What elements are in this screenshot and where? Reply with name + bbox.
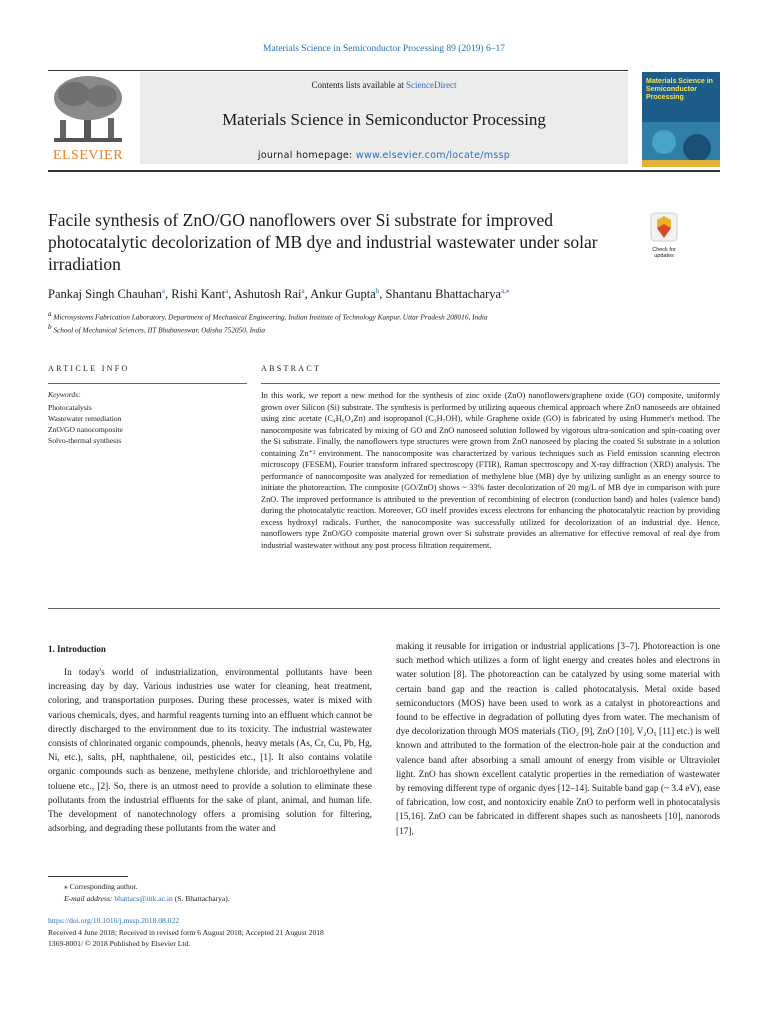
author-list: Pankaj Singh Chauhan$^a$, Rishi Kant$^a$, Ashutosh Rai$^a$, Ankur Gupta$^b$, Shantanu Bhattacharya$^{a,⁎}$ (48, 287, 510, 302)
author-affiliation-mark[interactable]: a (225, 287, 229, 295)
corresponding-author-note: ⁎ Corresponding author. (64, 882, 138, 891)
abstract-heading: ABSTRACT (261, 364, 322, 373)
author-affiliation-mark[interactable]: a (301, 287, 305, 295)
author-name[interactable]: Rishi Kant (171, 287, 226, 302)
article-info-heading: ARTICLE INFO (48, 364, 130, 373)
body-column-right: making it reusable for irrigation or industrial applications [3–7]. Photoreaction is one such method which utilizes a form of light energy and creates holes and electrons in water solution [8]. The photoreaction can be catalyzed by using some material with certain band gap and the reaction is called photocatalysis. Metal oxide based semiconductors (MOS) have been used to work as a catalyst in photoreactions and found to be effective in degradation of polluting dyes from water. The mechanism of dye decolorization through MOS materials (TiO₂ [9], ZnO [10], V₂O₅ [11] etc.) is well known and attributed to the formation of the electron-hole pair at the conduction and valence band after absorbing a small amount of energy from visible or Ultraviolet light. ZnO has shown excellent catalytic properties in the remediation of wastewater by removing different type of organic dyes [12–14]. Suitable band gap (~ 3.4 eV), ease of fabrication, low cost, and nontoxicity enable ZnO to perform well in photocatalysis [15,16]. ZnO can be fabricated in different shapes such as nanosheets [10], nanorods [17], (396, 642, 720, 837)
body-column-left: In today's world of industrialization, environmental pollutants have been increasing day by day. Various industries use water for cleaning, heat treatment, coloring, and transportation purposes. During these processes, water is mixed with various chemicals, dyes, and harmful reagents turning into an effluent which cannot be directly discharged to the environment due to its toxicity. The industrial wastewater consists of chlorinated organic compounds, phenols, heavy metals (As, Cr, Cu, Pb, Hg, Ni, etc.), salts, pH, naphthalene, oil, pesticides etc., [1]. It also contains volatile organic compounds such as benzene, methylene chloride, and trichloroethylene and toluene etc., [2]. So, there is an utmost need to provide a solution to eliminate these pollutants from the industrial effluents for the sake of plant, animal, and human life. The development of nanotechnology offers a promising solution for filtering, adsorbing, and degrading these pollutants from the water and (48, 668, 372, 835)
author-email-link[interactable]: bhattacs@iitk.ac.in (114, 893, 173, 903)
banner-bottom-rule (48, 170, 720, 172)
journal-cover-image (642, 72, 720, 167)
footnote-rule (48, 876, 128, 877)
abstract-bottom-rule (48, 608, 720, 609)
copyright-line: 1369-8001/ © 2018 Published by Elsevier Ltd. (48, 939, 191, 948)
keyword-item: ZnO/GO nanocomposite (48, 425, 123, 434)
author-affiliation-mark[interactable]: a,⁎ (501, 287, 510, 295)
elsevier-wordmark: ELSEVIER (52, 148, 124, 163)
journal-title: Materials Science in Semiconductor Processing (222, 110, 546, 129)
author-name[interactable]: Shantanu Bhattacharya (385, 287, 502, 302)
received-dates: Received 4 June 2018; Received in revised form 6 August 2018; Accepted 21 August 2018 (48, 927, 324, 937)
introduction-heading: 1. Introduction (48, 644, 106, 654)
corresponding-author-footnote (48, 881, 388, 904)
article-info-rule (48, 383, 247, 384)
affiliations (48, 309, 688, 336)
keyword-list (48, 402, 247, 446)
affiliation-item: $^b$ School of Mechanical Sciences, IIT Bhubaneswar, Odisha 752050, India (48, 323, 265, 335)
keyword-item: Solvo-thermal synthesis (48, 436, 122, 445)
affiliation-item: $^a$ Microsystems Fabrication Laboratory, Department of Mechanical Engineering, Indian Institute of Technology Kanpur, Uttar Pradesh 208016, India (48, 310, 488, 322)
top-rule (48, 70, 628, 71)
abstract-text: In this work, we report a new method for the synthesis of zinc oxide (ZnO) nanoflowers/graphene oxide (GO) composite, uniformly grown over Silicon (Si) substrate. The synthesis is performed by utilizing aqueous chemical approach where ZnO nanoseeds are obtained using zinc acetate (C₄H₆O₄Zn) and isopropanol (C₃H₇OH), while Graphene oxide (GO) is fabricated by using Hummer's method. The nanocomposite was fabricated by mixing of GO and ZnO nanoseed solution followed by vigorous ultra-sonication and spin-coating over the Si substrate. Finally, the nanoflowers type structures were grown from ZnO nanoseed by placing the coated Si substrate in a solution containing Zn⁺² environment. The nanocomposite was characterized by various techniques such as Field emission scanning electron microscopy (FESEM), Fourier transform infrared spectroscopy (FTIR), Raman spectroscopy and X-ray diffraction (XRD) analysis. The performance of nanocomposite was analyzed for remediation of methylene blue (MB) dye by utilizing sunlight as an energy source to initiate the photoreaction. The composite (GO/ZnO) shows ~ 33% faster decolorization of 20 mg/L of MB dye in comparison with pure ZnO. The improved performance is attributed to the prevention of recombining of electron (conduction band) and holes (valence band) during the photocatalytic reaction. Moreover, GO itself provides excess electrons for enhancing the photocatalytic reaction by providing excess hydroxyl radicals. Further, the nanocomposite was successfully utilized for decolorization of an industrial dye. Hence, nanoflowers type ZnO/GO composite material grown over Si substrate provides an alternative for effective removal of real dye from industrial wastewater without any post process filtration requirement. (261, 391, 720, 550)
author-affiliation-mark[interactable]: b (375, 287, 380, 295)
author-name[interactable]: Ankur Gupta (310, 287, 376, 302)
publication-info (48, 915, 548, 950)
keyword-item: Wastewater remediation (48, 414, 122, 423)
journal-reference-link[interactable]: Materials Science in Semiconductor Processing 89 (2019) 6–17 (263, 44, 505, 54)
author-name[interactable]: Pankaj Singh Chauhan (48, 287, 162, 302)
sciencedirect-link[interactable]: ScienceDirect (406, 80, 457, 90)
paper-title: Facile synthesis of ZnO/GO nanoflowers over Si substrate for improved photocatalytic decolorization of MB dye and industrial wastewater under solar irradiation (48, 210, 598, 274)
keyword-item: Photocatalysis (48, 403, 92, 412)
homepage-line: journal homepage: www.elsevier.com/locate/mssp (257, 150, 511, 161)
crossmark-label-1: Check for (652, 247, 676, 253)
email-line: E-mail address: bhattacs@iitk.ac.in (S. Bhattacharya). (64, 893, 230, 903)
check-for-updates-badge[interactable] (648, 212, 680, 260)
author-affiliation-mark[interactable]: a (161, 287, 165, 295)
abstract-rule (261, 383, 720, 384)
cover-title: Materials Science in Semiconductor Processing (646, 78, 713, 101)
author-name[interactable]: Ashutosh Rai (233, 287, 302, 302)
contents-line: Contents lists available at ScienceDirect (311, 80, 457, 90)
doi-link[interactable]: https://doi.org/10.1016/j.mssp.2018.08.022 (48, 916, 180, 925)
crossmark-icon (648, 212, 680, 242)
keywords-label: Keywords: (48, 390, 81, 399)
homepage-link[interactable]: www.elsevier.com/locate/mssp (355, 150, 511, 161)
crossmark-label-2: updates (654, 253, 674, 259)
